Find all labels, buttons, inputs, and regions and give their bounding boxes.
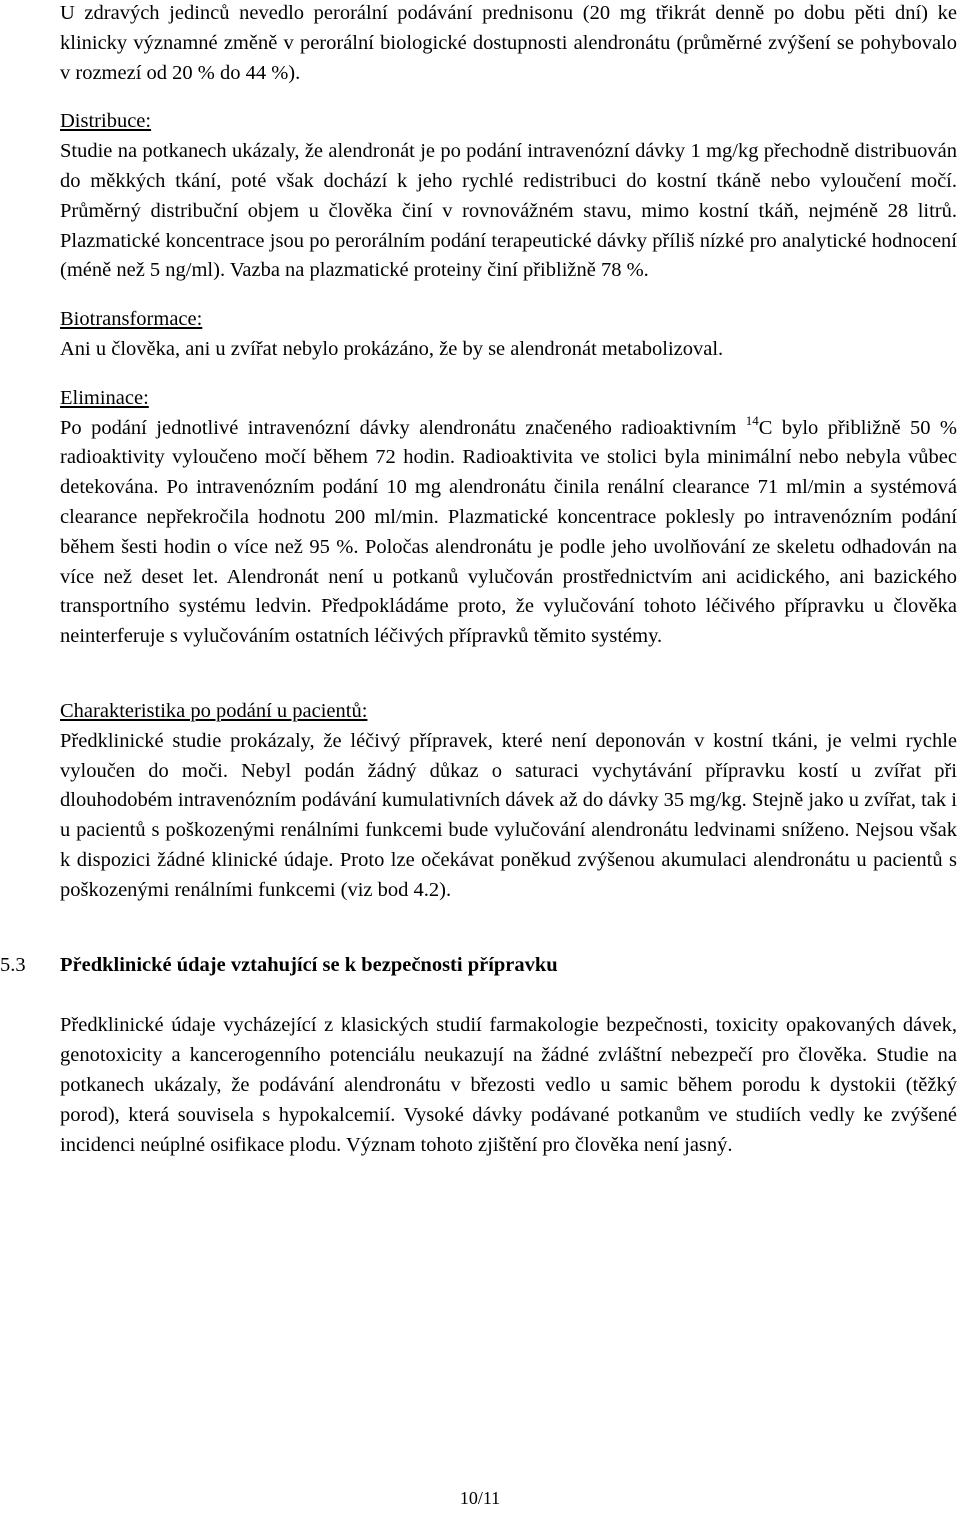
eliminace-paragraph [60, 414, 957, 652]
charakteristika-heading: Charakteristika po podání u pacientů: [60, 699, 368, 722]
intro-paragraph: U zdravých jedinců nevedlo perorální podávání prednisonu (20 mg třikrát denně po dobu pěti dní) ke klinicky významné změně v perorální biologické dostupnosti alendronátu (průměrné zvýšení se pohybovalo v rozmezí od 20 % do 44 %). [60, 2, 957, 84]
section-number: 5.3 [0, 953, 26, 976]
eliminace-text-start: Po podání jednotlivé intravenózní dávky alendronátu značeného radioaktivním [60, 416, 746, 439]
charakteristika-section [60, 697, 957, 906]
distribuce-paragraph: Studie na potkanech ukázaly, že alendronát je po podání intravenózní dávky 1 mg/kg přechodně distribuován do měkkých tkání, poté však dochází k jeho rychlé redistribuci do kostní tkáně nebo vyloučení močí. Průměrný distribuční objem u člověka činí v rovnovážném stavu, mimo kostní tkáň, nejméně 28 litrů. Plazmatické koncentrace jsou po perorálním podání terapeutické dávky příliš nízké pro analytické hodnocení (méně než 5 ng/ml). Vazba na plazmatické proteiny činí přibližně 78 %. [60, 140, 957, 282]
eliminace-heading: Eliminace: [60, 386, 149, 409]
section-5-3-paragraph: Předklinické údaje vycházející z klasických studií farmakologie bezpečnosti, toxicity opakovaných dávek, genotoxicity a kancerogenního potenciálu neukazují na žádné zvláštní nebezpečí pro člověka. Studie na potkanech ukázaly, že podávání alendronátu v březosti vedlo u samic během porodu k dystokii (těžký porod), která souvisela s hypokalcemií. Vysoké dávky podávané potkanům ve studiích vedly ke zvýšené incidenci neúplné osifikace plodu. Význam tohoto zjištění pro člověka není jasný. [60, 1014, 957, 1156]
eliminace-section [60, 384, 957, 652]
section-title: Předklinické údaje vztahující se k bezpečnosti přípravku [60, 953, 558, 976]
biotransformace-heading: Biotransformace: [60, 308, 203, 331]
distribuce-section [60, 107, 957, 286]
biotransformace-section [60, 305, 957, 365]
isotope-superscript: 14 [745, 412, 759, 428]
biotransformace-paragraph: Ani u člověka, ani u zvířat nebylo prokázáno, že by se alendronát metabolizoval. [60, 337, 724, 360]
eliminace-text-end: C bylo přibližně 50 % radioaktivity vyloučeno močí během 72 hodin. Radioaktivita ve stolici byla minimální nebo nebyla vůbec detekována. Po intravenózním podání 10 mg alendronátu činila renální clearance 71 ml/min a systémová clearance nepřekročila hodnotu 200 ml/min. Plazmatické koncentrace poklesly po intravenózním podání během šesti hodin o více než 95 %. Poločas alendronátu je podle jeho uvolňování ze skeletu odhadován na více než deset let. Alendronát není u potkanů vylučován prostřednictvím ani acidického, ani bazického transportního systému ledvin. Předpokládáme proto, že vylučování tohoto léčivého přípravku u člověka neinterferuje s vylučováním ostatních léčivých přípravků těmito systémy. [60, 416, 958, 648]
section-5-3-heading [0, 951, 957, 981]
charakteristika-paragraph: Předklinické studie prokázaly, že léčivý přípravek, které není deponován v kostní tkáni, je velmi rychle vyloučen do moči. Nebyl podán žádný důkaz o saturaci vychytávání přípravku kostí u zvířat při dlouhodobém intravenózním podávání kumulativních dávek až do dávky 35 mg/kg. Stejně jako u zvířat, tak i u pacientů s poškozenými renálními funkcemi bude vylučování alendronátu ledvinami sníženo. Nejsou však k dispozici žádné klinické údaje. Proto lze očekávat poněkud zvýšenou akumulaci alendronátu u pacientů s poškozenými renálními funkcemi (viz bod 4.2). [60, 729, 957, 901]
distribuce-heading: Distribuce: [60, 110, 152, 133]
page-number: 10/11 [459, 1488, 501, 1508]
